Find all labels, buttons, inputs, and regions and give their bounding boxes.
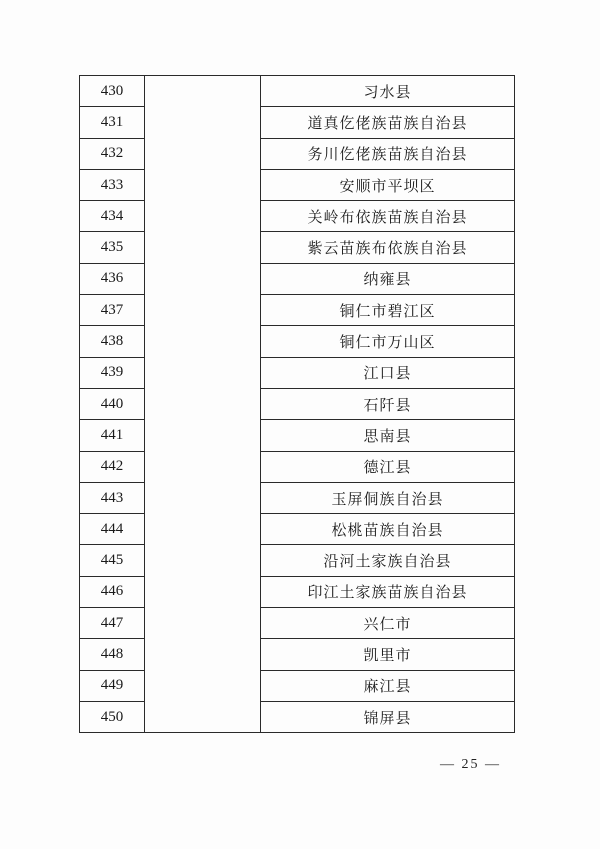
county-name-cell: 安顺市平坝区: [261, 169, 515, 200]
county-name-cell: 凯里市: [261, 639, 515, 670]
table-body: [80, 76, 515, 733]
document-sheet: [79, 75, 515, 733]
row-number-cell: 435: [80, 232, 145, 263]
row-number-cell: 439: [80, 357, 145, 388]
county-name-cell: 沿河土家族自治县: [261, 545, 515, 576]
province-cell: [145, 670, 261, 701]
row-number-cell: 444: [80, 514, 145, 545]
row-number-cell: 433: [80, 169, 145, 200]
table-row: [80, 76, 515, 107]
row-number-cell: 443: [80, 482, 145, 513]
county-name-cell: 玉屏侗族自治县: [261, 482, 515, 513]
row-number-cell: 446: [80, 576, 145, 607]
table-row: [80, 420, 515, 451]
row-number-cell: 430: [80, 76, 145, 107]
row-number-cell: 436: [80, 263, 145, 294]
table-row: [80, 451, 515, 482]
county-name-cell: 铜仁市碧江区: [261, 295, 515, 326]
province-cell: [145, 639, 261, 670]
row-number-cell: 441: [80, 420, 145, 451]
row-number-cell: 434: [80, 201, 145, 232]
county-name-cell: 锦屏县: [261, 701, 515, 732]
county-name-cell: 道真仡佬族苗族自治县: [261, 107, 515, 138]
row-number-cell: 442: [80, 451, 145, 482]
province-cell: [145, 576, 261, 607]
table-row: [80, 576, 515, 607]
row-number-cell: 448: [80, 639, 145, 670]
row-number-cell: 445: [80, 545, 145, 576]
table-row: [80, 107, 515, 138]
row-number-cell: 438: [80, 326, 145, 357]
row-number-cell: 437: [80, 295, 145, 326]
table-row: [80, 701, 515, 732]
table-row: [80, 514, 515, 545]
province-cell: [145, 295, 261, 326]
province-cell: [145, 232, 261, 263]
table-row: [80, 388, 515, 419]
province-cell: [145, 388, 261, 419]
county-name-cell: 紫云苗族布依族自治县: [261, 232, 515, 263]
county-name-cell: 松桃苗族自治县: [261, 514, 515, 545]
province-cell: [145, 76, 261, 107]
province-cell: [145, 169, 261, 200]
table-row: [80, 138, 515, 169]
row-number-cell: 431: [80, 107, 145, 138]
county-name-cell: 印江土家族苗族自治县: [261, 576, 515, 607]
county-name-cell: 麻江县: [261, 670, 515, 701]
table-row: [80, 295, 515, 326]
page-number: — 25 —: [440, 757, 501, 772]
county-list-table: [79, 75, 515, 733]
province-cell: [145, 326, 261, 357]
province-cell: [145, 138, 261, 169]
province-cell: [145, 608, 261, 639]
table-row: [80, 357, 515, 388]
county-name-cell: 铜仁市万山区: [261, 326, 515, 357]
table-row: [80, 482, 515, 513]
table-row: [80, 670, 515, 701]
province-cell: [145, 701, 261, 732]
county-name-cell: 关岭布依族苗族自治县: [261, 201, 515, 232]
county-name-cell: 石阡县: [261, 388, 515, 419]
table-row: [80, 232, 515, 263]
county-name-cell: 纳雍县: [261, 263, 515, 294]
table-row: [80, 545, 515, 576]
province-cell: [145, 357, 261, 388]
province-cell: [145, 514, 261, 545]
table-row: [80, 639, 515, 670]
row-number-cell: 447: [80, 608, 145, 639]
county-name-cell: 思南县: [261, 420, 515, 451]
province-cell: [145, 420, 261, 451]
table-row: [80, 608, 515, 639]
province-cell: [145, 482, 261, 513]
province-cell: [145, 545, 261, 576]
row-number-cell: 432: [80, 138, 145, 169]
row-number-cell: 449: [80, 670, 145, 701]
county-name-cell: 务川仡佬族苗族自治县: [261, 138, 515, 169]
table-row: [80, 326, 515, 357]
table-row: [80, 201, 515, 232]
province-cell: [145, 263, 261, 294]
province-cell: [145, 107, 261, 138]
county-name-cell: 江口县: [261, 357, 515, 388]
table-row: [80, 263, 515, 294]
row-number-cell: 450: [80, 701, 145, 732]
row-number-cell: 440: [80, 388, 145, 419]
county-name-cell: 德江县: [261, 451, 515, 482]
county-name-cell: 习水县: [261, 76, 515, 107]
county-name-cell: 兴仁市: [261, 608, 515, 639]
province-cell: [145, 201, 261, 232]
province-cell: [145, 451, 261, 482]
table-row: [80, 169, 515, 200]
